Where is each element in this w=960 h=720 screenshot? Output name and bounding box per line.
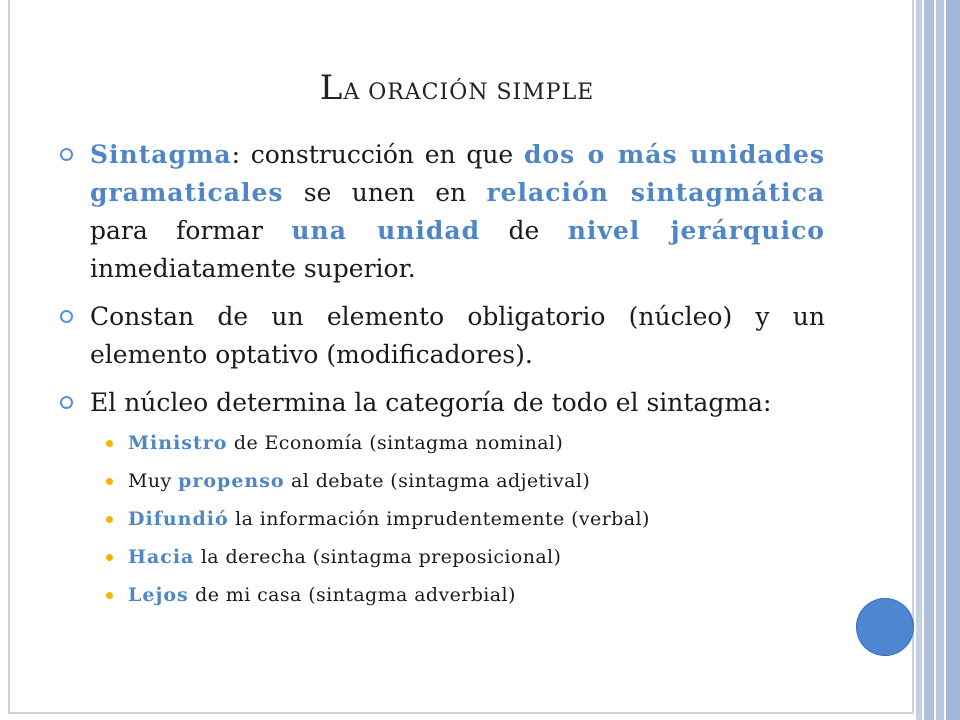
title-rest: A ORACIÓN SIMPLE <box>343 80 595 105</box>
example-head-word: Ministro <box>128 432 228 454</box>
bullet-text: para formar <box>90 216 292 245</box>
decorative-stripe <box>936 0 944 720</box>
example-text: de Economía (sintagma nominal) <box>227 432 564 454</box>
example-item <box>60 508 825 530</box>
example-head-word: propenso <box>178 470 285 492</box>
example-text: Muy <box>128 470 179 492</box>
ring-bullet-icon <box>60 148 73 161</box>
example-head-word: Difundió <box>128 508 229 530</box>
example-item <box>60 584 825 606</box>
example-text: de mi casa (sintagma adverbial) <box>188 584 516 606</box>
highlighted-term: relación sintagmática <box>486 178 826 207</box>
dot-bullet-icon <box>106 478 113 485</box>
example-item <box>60 470 825 492</box>
example-text: al debate (sintagma adjetival) <box>284 470 591 492</box>
slide-title <box>0 68 914 108</box>
highlighted-term: Sintagma <box>90 140 232 169</box>
bullet-item <box>60 384 825 422</box>
bullet-text: se unen en <box>283 178 487 207</box>
decorative-stripe <box>946 0 960 720</box>
bullet-item <box>60 298 825 374</box>
dot-bullet-icon <box>106 516 113 523</box>
decorative-stripe <box>916 0 922 720</box>
bullet-list <box>60 136 825 422</box>
example-head-word: Lejos <box>128 584 189 606</box>
example-item <box>60 432 825 454</box>
bullet-item <box>60 136 825 288</box>
highlighted-term: dos o más unidades gramaticales <box>90 140 825 207</box>
decorative-stripe <box>924 0 934 720</box>
dot-bullet-icon <box>106 554 113 561</box>
decorative-circle <box>856 598 914 656</box>
bullet-text: Constan de un elemento obligatorio (núcleo) y un elemento optativo (modificadores). <box>90 302 825 369</box>
example-text: la derecha (sintagma preposicional) <box>194 546 562 568</box>
bullet-text: : construcción en que <box>231 140 524 169</box>
example-item <box>60 546 825 568</box>
dot-bullet-icon <box>106 440 113 447</box>
example-head-word: Hacia <box>128 546 195 568</box>
highlighted-term: nivel jerárquico <box>567 216 825 245</box>
ring-bullet-icon <box>60 396 73 409</box>
dot-bullet-icon <box>106 592 113 599</box>
slide-content <box>60 136 825 622</box>
title-initial: L <box>319 68 344 108</box>
example-list <box>60 432 825 606</box>
example-text: la información imprudentemente (verbal) <box>228 508 650 530</box>
highlighted-term: una unidad <box>291 216 481 245</box>
bullet-text: El núcleo determina la categoría de todo el sintagma: <box>90 388 772 417</box>
bullet-text: de <box>480 216 568 245</box>
ring-bullet-icon <box>60 310 73 323</box>
bullet-text: inmediatamente superior. <box>90 254 416 283</box>
